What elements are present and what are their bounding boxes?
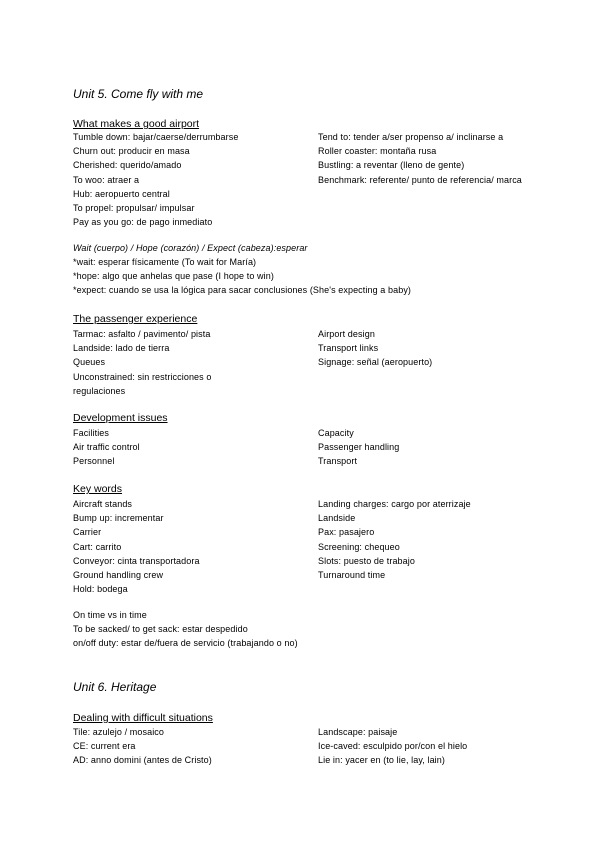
vocab-line: Hub: aeropuerto central: [73, 188, 170, 199]
vocab-line: Cherished: querido/amado: [73, 160, 182, 171]
vocab-line: CE: current era: [73, 741, 136, 752]
vocab-line: To woo: atraer a: [73, 174, 140, 185]
airport-section-heading: What makes a good airport: [73, 118, 200, 130]
vocab-line: Personnel: [73, 456, 115, 467]
unit-6-title: Unit 6. Heritage: [73, 680, 157, 694]
vocab-line: Carrier: [73, 527, 102, 538]
keywords-extra-lines: [73, 608, 533, 651]
keywords-section-heading: Key words: [73, 483, 123, 495]
vocab-line: Landside: [318, 513, 356, 524]
keywords-left-column: [73, 497, 313, 596]
vocab-line: *wait: esperar físicamente (To wait for María): [73, 257, 257, 267]
unit-5-title: Unit 5. Come fly with me: [73, 87, 204, 101]
vocab-line: Screening: chequeo: [318, 541, 400, 552]
airport-left-column: [73, 130, 313, 229]
passenger-section-heading: The passenger experience: [73, 313, 198, 325]
vocab-line: AD: anno domini (antes de Cristo): [73, 755, 212, 766]
vocab-line: on/off duty: estar de/fuera de servicio (trabajando o no): [73, 638, 298, 649]
difficult-section-heading: Dealing with difficult situations: [73, 712, 213, 724]
vocab-line: Bustling: a reventar (lleno de gente): [318, 160, 465, 171]
vocab-line: Air traffic control: [73, 442, 140, 453]
difficult-right-column: [318, 725, 533, 768]
vocab-line: Unconstrained: sin restricciones o: [73, 371, 212, 382]
vocab-line: Queues: [73, 357, 106, 368]
vocab-line: Landside: lado de tierra: [73, 343, 170, 354]
vocab-line: Slots: puesto de trabajo: [318, 555, 415, 566]
vocab-line: Tarmac: asfalto / pavimento/ pista: [73, 329, 211, 339]
development-right-column: [318, 426, 533, 469]
wait-hope-lines: [73, 255, 533, 298]
vocab-line: Passenger handling: [318, 442, 400, 453]
keywords-right-column: [318, 497, 533, 582]
vocab-line: On time vs in time: [73, 610, 147, 620]
vocab-line: Tumble down: bajar/caerse/derrumbarse: [73, 132, 239, 142]
vocab-line: Tend to: tender a/ser propenso a/ inclinarse a: [318, 132, 504, 142]
airport-right-column: [318, 130, 533, 187]
vocab-line: Airport design: [318, 329, 375, 339]
vocab-line: Aircraft stands: [73, 499, 133, 509]
vocab-line: Landscape: paisaje: [318, 727, 398, 737]
vocab-line: Turnaround time: [318, 570, 386, 581]
vocab-line: Capacity: [318, 428, 354, 438]
vocab-line: Bump up: incrementar: [73, 513, 164, 524]
vocab-line: Signage: señal (aeropuerto): [318, 357, 433, 368]
vocab-line: Churn out: producir en masa: [73, 146, 190, 157]
vocab-line: regulaciones: [73, 385, 126, 396]
vocab-line: Conveyor: cinta transportadora: [73, 555, 200, 566]
vocab-line: Roller coaster: montaña rusa: [318, 146, 437, 157]
vocab-line: Transport: [318, 456, 358, 467]
vocab-line: Ground handling crew: [73, 570, 164, 581]
vocab-line: Lie in: yacer en (to lie, lay, lain): [318, 755, 445, 766]
wait-hope-heading: Wait (cuerpo) / Hope (corazón) / Expect (cabeza):esperar: [73, 243, 308, 253]
vocab-line: Pax: pasajero: [318, 527, 375, 538]
development-section-heading: Development issues: [73, 412, 168, 424]
vocab-line: Pay as you go: de pago inmediato: [73, 217, 213, 228]
vocab-line: *expect: cuando se usa la lógica para sacar conclusiones (She's expecting a baby): [73, 285, 412, 296]
vocab-line: Benchmark: referente/ punto de referencia/ marca: [318, 174, 522, 185]
vocab-line: Hold: bodega: [73, 584, 128, 595]
vocab-line: Transport links: [318, 343, 379, 354]
development-left-column: [73, 426, 313, 469]
passenger-right-column: [318, 327, 533, 370]
vocab-line: To be sacked/ to get sack: estar despedido: [73, 624, 248, 635]
vocab-line: To propel: propulsar/ impulsar: [73, 203, 195, 214]
vocab-line: Facilities: [73, 428, 110, 438]
vocab-line: Landing charges: cargo por aterrizaje: [318, 499, 471, 509]
vocab-line: *hope: algo que anhelas que pase (I hope to win): [73, 271, 274, 282]
vocab-line: Tile: azulejo / mosaico: [73, 727, 165, 737]
vocab-line: Cart: carrito: [73, 541, 122, 552]
passenger-left-column: [73, 327, 313, 398]
difficult-left-column: [73, 725, 313, 768]
vocab-line: Ice-caved: esculpido por/con el hielo: [318, 741, 468, 752]
